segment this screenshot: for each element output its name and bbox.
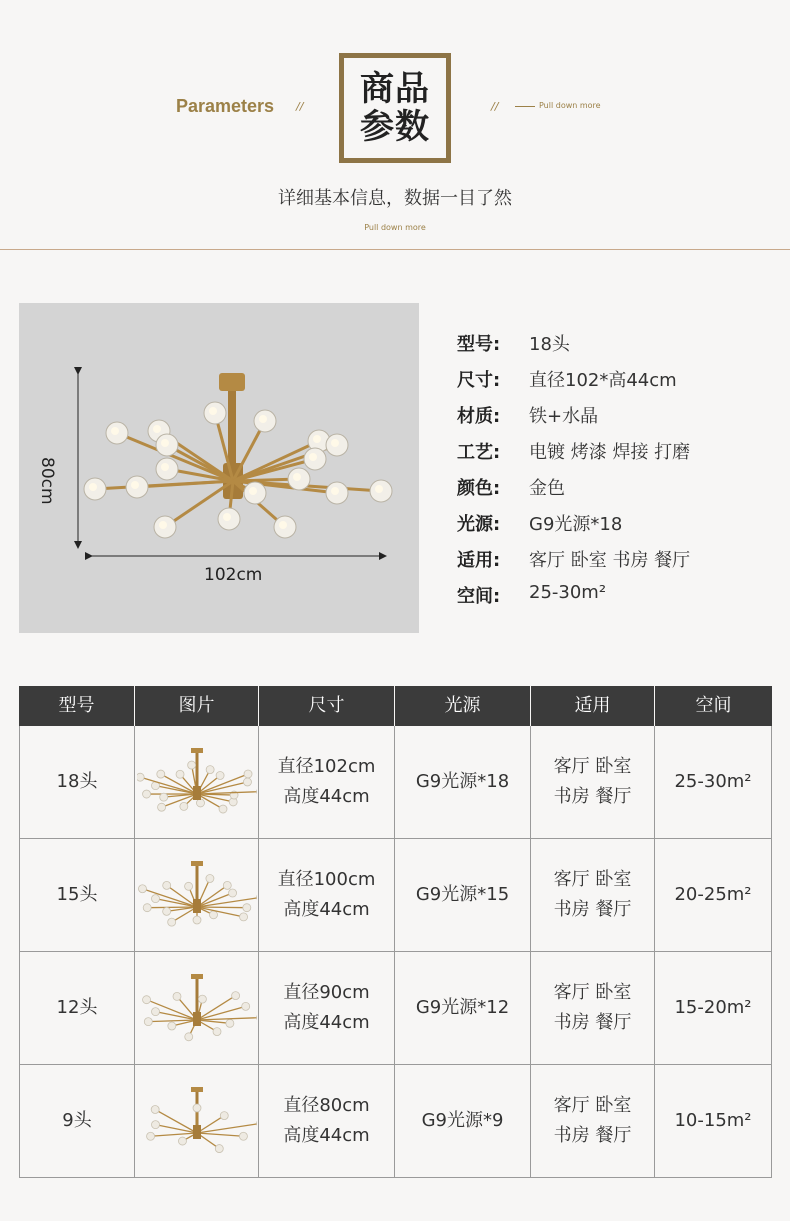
model-text: 15头 <box>56 884 98 905</box>
cell-space <box>655 952 772 1064</box>
cell-image <box>135 1065 259 1177</box>
th-image: 图片 <box>135 686 259 726</box>
table-row <box>19 839 772 952</box>
light-text: G9光源*12 <box>415 997 510 1018</box>
space-text: 10-15m² <box>674 1110 752 1131</box>
model-text: 18头 <box>56 771 98 792</box>
cell-model <box>19 952 135 1064</box>
use-line-1: 客厅 卧室 <box>553 869 632 890</box>
subtitle: 详细基本信息，数据一目了然 <box>278 188 512 209</box>
use-line-2: 书房 餐厅 <box>553 1125 632 1146</box>
height-label: 80cm <box>37 457 57 505</box>
size-diameter: 直径90cm <box>283 982 370 1003</box>
th-light: 光源 <box>395 686 531 726</box>
title-frame <box>339 53 451 163</box>
light-text: G9光源*18 <box>415 771 510 792</box>
spec-value: 直径102*高44cm <box>529 370 677 391</box>
spec-value: 铁+水晶 <box>529 406 599 427</box>
size-diameter: 直径100cm <box>277 869 376 890</box>
spec-value: G9光源*18 <box>529 514 623 535</box>
cell-size <box>259 952 395 1064</box>
page-header <box>0 0 790 250</box>
use-line-2: 书房 餐厅 <box>553 786 632 807</box>
size-diameter: 直径102cm <box>277 756 376 777</box>
chandelier-thumbnail <box>137 1071 257 1171</box>
cell-model <box>19 1065 135 1177</box>
cell-use <box>531 952 655 1064</box>
use-line-2: 书房 餐厅 <box>553 899 632 920</box>
cell-use <box>531 1065 655 1177</box>
cell-light <box>395 952 531 1064</box>
th-space: 空间 <box>695 695 732 716</box>
decorative-line <box>515 106 535 107</box>
cell-model <box>19 726 135 838</box>
size-height: 高度44cm <box>283 899 370 920</box>
model-text: 9头 <box>62 1110 92 1131</box>
cell-light <box>395 1065 531 1177</box>
spec-key: 型号: <box>457 334 501 355</box>
cell-image <box>135 839 259 951</box>
th-model: 型号 <box>19 686 135 726</box>
table-header <box>19 686 772 726</box>
spec-value: 18头 <box>529 334 570 355</box>
cell-space <box>655 839 772 951</box>
cell-use <box>531 839 655 951</box>
use-line-1: 客厅 卧室 <box>553 982 632 1003</box>
cell-size <box>259 726 395 838</box>
size-height: 高度44cm <box>283 1125 370 1146</box>
chandelier-thumbnail <box>137 958 257 1058</box>
ceiling-canopy <box>219 373 245 391</box>
use-line-2: 书房 餐厅 <box>553 1012 632 1033</box>
size-height: 高度44cm <box>283 1012 370 1033</box>
model-text: 12头 <box>56 997 98 1018</box>
title-line-2: 参数 <box>360 107 430 147</box>
th-use: 适用 <box>531 686 655 726</box>
product-image <box>19 303 419 633</box>
cell-size <box>259 1065 395 1177</box>
table-row <box>19 1065 772 1178</box>
cell-light <box>395 726 531 838</box>
parameters-heading: Parameters <box>176 96 275 116</box>
chandelier-thumbnail <box>137 845 257 945</box>
cell-model <box>19 839 135 951</box>
space-text: 25-30m² <box>674 771 752 792</box>
center-rod <box>228 391 236 469</box>
spec-value: 客厅 卧室 书房 餐厅 <box>529 550 691 571</box>
size-height: 高度44cm <box>283 786 370 807</box>
spec-key: 材质: <box>457 406 501 427</box>
title-line-1: 商品 <box>360 69 430 109</box>
spec-key: 适用: <box>457 550 501 571</box>
spec-key: 颜色: <box>457 478 501 499</box>
light-text: G9光源*15 <box>415 884 510 905</box>
spec-key: 工艺: <box>457 442 501 463</box>
cell-light <box>395 839 531 951</box>
cell-image <box>135 726 259 838</box>
spec-value: 金色 <box>529 478 565 499</box>
cell-space <box>655 1065 772 1177</box>
th-size: 尺寸 <box>259 686 395 726</box>
cell-space <box>655 726 772 838</box>
spec-value: 25-30m² <box>529 582 607 603</box>
cell-size <box>259 839 395 951</box>
size-diameter: 直径80cm <box>283 1095 370 1116</box>
cell-image <box>135 952 259 1064</box>
spec-key: 空间: <box>457 586 501 607</box>
spec-value: 电镀 烤漆 焊接 打磨 <box>529 442 691 463</box>
space-text: 20-25m² <box>674 884 752 905</box>
pull-down-hint-center: Pull down more <box>364 223 426 232</box>
space-text: 15-20m² <box>674 997 752 1018</box>
width-label: 102cm <box>204 565 263 585</box>
table-row <box>19 952 772 1065</box>
light-text: G9光源*9 <box>421 1110 504 1131</box>
divider-slash-left: // <box>296 100 304 113</box>
divider-slash-right: // <box>491 100 499 113</box>
use-line-1: 客厅 卧室 <box>553 1095 632 1116</box>
pull-down-hint: Pull down more <box>539 101 601 110</box>
table-row <box>19 726 772 839</box>
spec-key: 光源: <box>457 514 501 535</box>
cell-use <box>531 726 655 838</box>
header-divider <box>0 249 790 250</box>
chandelier-thumbnail <box>137 732 257 832</box>
use-line-1: 客厅 卧室 <box>553 756 632 777</box>
spec-key: 尺寸: <box>457 370 501 391</box>
